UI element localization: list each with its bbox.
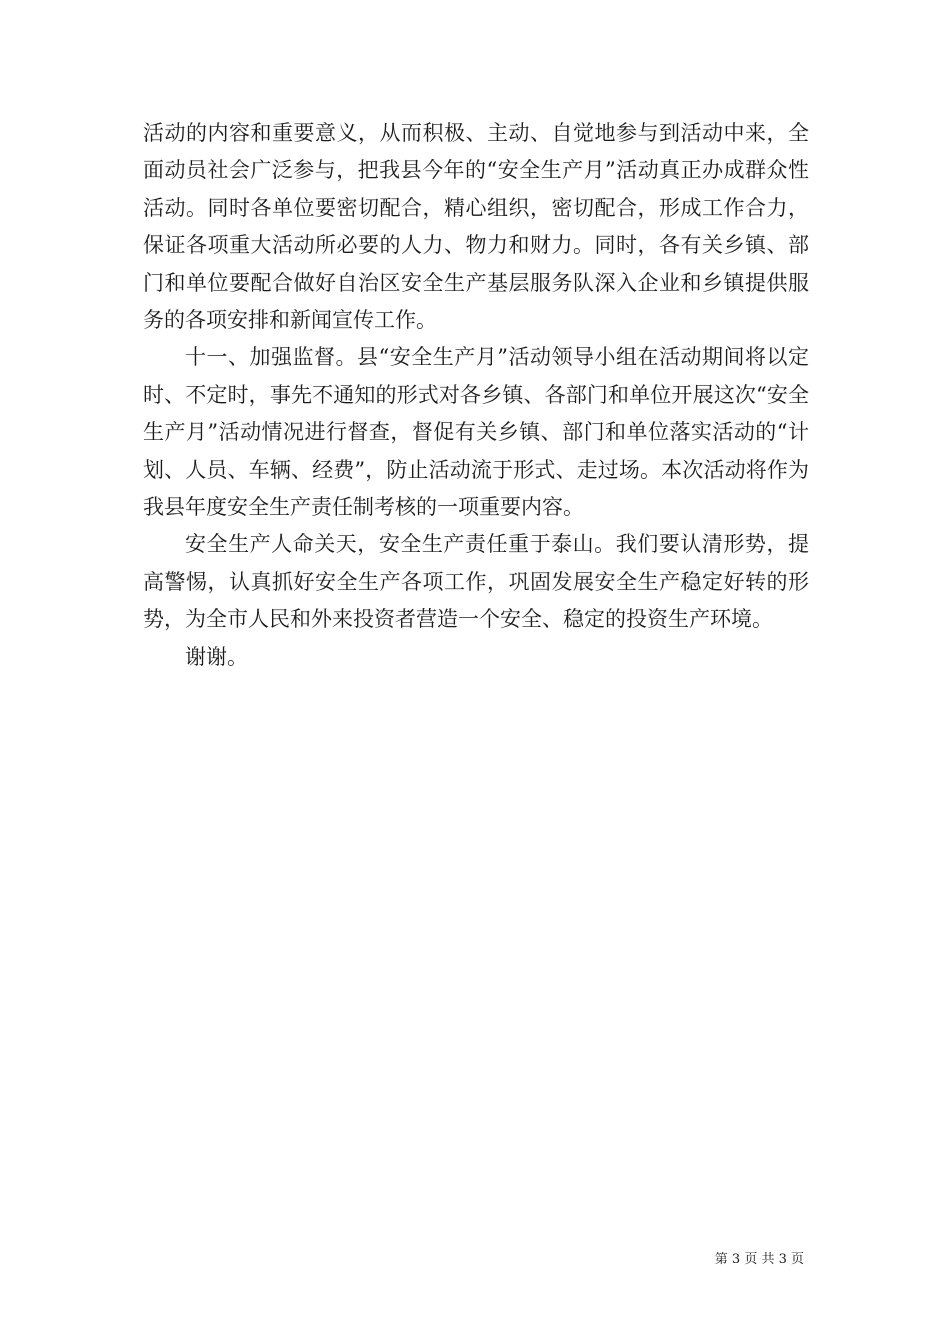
paragraph-supervision: 十一、加强监督。县“安全生产月”活动领导小组在活动期间将以定时、不定时，事先不通知的形式对各乡镇、各部门和单位开展这次“安全生产月”活动情况进行督查，督促有关乡镇、部门和单位落实活动的“计划、人员、车辆、经费”，防止活动流于形式、走过场。本次活动将作为我县年度安全生产责任制考核的一项重要内容。: [143, 345, 809, 520]
paragraph-thanks: 谢谢。: [185, 644, 248, 669]
paragraph-continuation: 活动的内容和重要意义，从而积极、主动、自觉地参与到活动中来，全面动员社会广泛参与，把我县今年的“安全生产月”活动真正办成群众性活动。同时各单位要密切配合，精心组织，密切配合，形成工作合力，保证各项重大活动所必要的人力、物力和财力。同时，各有关乡镇、部门和单位要配合做好自治区安全生产基层服务队深入企业和乡镇提供服务的各项安排和新闻宣传工作。: [143, 121, 809, 333]
document-body: [143, 115, 809, 676]
paragraph-conclusion: 安全生产人命关天，安全生产责任重于泰山。我们要认清形势，提高警惕，认真抓好安全生产各项工作，巩固发展安全生产稳定好转的形势，为全市人民和外来投资者营造一个安全、稳定的投资生产环境。: [143, 532, 809, 632]
page-number-footer: 第 3 页 共 3 页: [714, 1252, 804, 1267]
